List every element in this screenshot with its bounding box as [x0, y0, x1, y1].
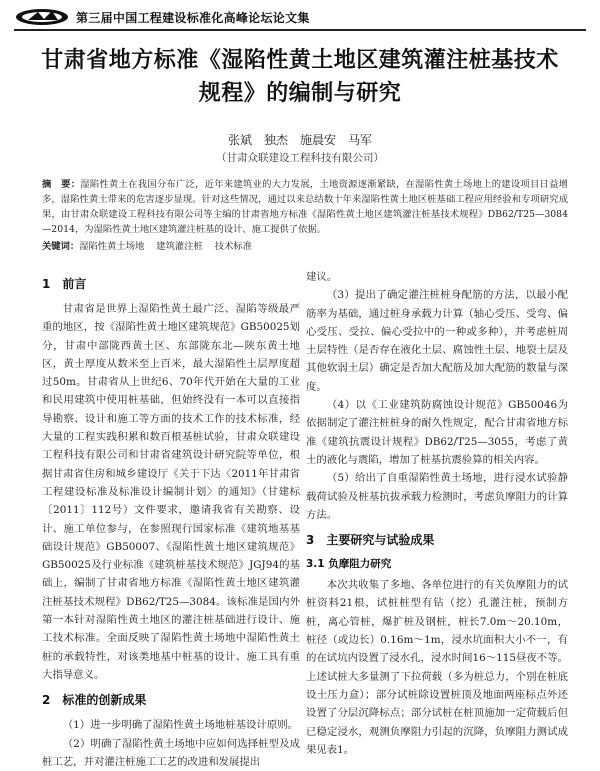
keywords [42, 240, 568, 254]
keyword-item: 湿陷性黄土场地 [79, 241, 145, 252]
section-2-item-3: （3）提出了确定灌注桩桩身配筋的方法，以最小配筋率为基础，通过桩身承载力计算（轴心受压、受弯、偏心受压、受拉、偏心受拉中的一种或多种），并考虑桩周土层特性（是否存在液化土层、腐蚀性土层、地裂土层及其他软弱土层）确定是否加大配筋及加大配筋的数量与深度。 [306, 289, 568, 393]
keyword-item: 技术标准 [214, 241, 252, 252]
abstract-label: 摘 要： [42, 179, 81, 190]
section-2-item-5: （5）给出了自重湿陷性黄土场地，进行浸水试验静载荷试验及桩基抗拔承载力检测时，考虑负摩阻力的计算方法。 [306, 472, 568, 521]
abstract-text: 湿陷性黄土在我国分布广泛，近年来建筑业的大力发展，土地资源逐渐紧缺，在湿陷性黄土场地上的建设项目日益增多，湿陷性黄土带来的危害逐步显现。针对这些情况，通过以来总结数十年来湿陷性黄土地区桩基础工程应用经验和专项研究成果，由甘肃众联建设工程科技有限公司等主编的甘肃省地方标准《湿陷性黄土地区建筑灌注桩基技术规程》DB62/T25—3084—2014，为湿陷性黄土地区建筑灌注桩基的设计、施工提供了依据。 [42, 179, 568, 235]
section-1-heading: 1 前言 [42, 277, 87, 291]
section-2-continuation: 建议。 [306, 271, 338, 283]
keywords-label: 关键词： [42, 241, 80, 252]
left-column [42, 268, 300, 771]
authors: 张斌 独杰 施晨安 马军 [227, 133, 372, 147]
running-header [14, 6, 586, 28]
section-2-item-2: （2）明确了湿陷性黄土场地中应如何选择桩型及成桩工艺，并对灌注桩施工工艺的改进和发展提出 [42, 737, 300, 768]
section-2-item-1: （1）进一步明确了湿陷性黄土场地桩基设计原则。 [62, 719, 298, 732]
paper-title: 甘肃省地方标准《湿陷性黄土地区建筑灌注桩基技术规程》的编制与研究 [41, 48, 559, 106]
conference-logo-icon [14, 7, 70, 27]
section-1-paragraph: 甘肃省是世界上湿陷性黄土最广泛、湿陷等级最严重的地区，按《湿陷性黄土地区建筑规范》GB50025划分，甘肃中部陇西黄土区、东部陇东北—陕东黄土地区，黄土厚度从数米至上百米，最大湿陷性土层厚度超过50m。甘肃省从上世纪6、70年代开始在大量的工业和民用建筑中使用桩基础，但始终没有一本可以直接指导勘察、设计和施工等方面的技术工作的技术标准，经大量的工程实践积累和数百根基桩试验，甘肃众联建设工程科技有限公司和甘肃省建筑设计研究院等单位，根据甘肃省住房和城乡建设厅《关于下达〈2011年甘肃省工程建设标准及标准设计编制计划〉的通知》（甘建标〔2011〕112号）文件要求，邀请我省有关勘察、设计、施工单位参与，在参照现行国家标准《建筑地基基础设计规范》GB50007、《湿陷性黄土地区建筑规范》GB50025及行业标准《建筑桩基技术规范》JGJ94的基础上，编制了甘肃省地方标准《湿陷性黄土地区建筑灌注桩基技术规程》DB62/T25—3084。该标准是国内外第一本针对湿陷性黄土地区的灌注桩基础进行设计、施工技术标准。全面反映了湿陷性黄土场地中湿陷性黄土桩的承载特性，对该类地基中桩基的设计、施工具有重大指导意义。 [42, 303, 300, 681]
right-column [306, 268, 568, 759]
section-3-heading: 3 主要研究与试验成果 [306, 533, 435, 548]
abstract [42, 177, 568, 237]
section-3-1-paragraph: 本次共收集了多地、各单位进行的有关负摩阻力的试桩资料21根，试桩桩型有钻（挖）孔灌注桩，预制方桩，离心管桩，爆扩桩及钢桩，桩长7.0m～20.10m，桩径（或边长）0.16m～1m，浸水坑面积大小不一，有的在试坑内设置了浸水孔，浸水时间16～115昼夜不等。上述试桩大多量测了下拉荷载（多为桩总力，个别在桩底设土压力盒）；部分试桩除设置桩顶及地面两座标点外还设置了分层沉降标点；部分试桩在桩顶施加一定荷载后但已稳定浸水，观测负摩阻力引起的沉降，负摩阻力测试成果见表1。 [306, 579, 568, 756]
affiliation: （甘肃众联建设工程科技有限公司） [216, 152, 384, 164]
section-2-heading: 2 标准的创新成果 [42, 693, 147, 708]
series-title: 第三届中国工程建设标准化高峰论坛论文集 [76, 10, 310, 25]
section-3-1-heading: 3.1 负摩阻力研究 [306, 558, 392, 571]
keyword-item: 建筑灌注桩 [156, 241, 203, 252]
section-2-item-4: （4）以《工业建筑防腐蚀设计规范》GB50046为依据制定了灌注桩桩身的耐久性规定，配合甘肃省地方标准《建筑抗震设计规程》DB62/T25—3055，考虑了黄土的液化与震陷，增加了桩基抗震验算的相关内容。 [306, 399, 568, 466]
header-rule [14, 29, 586, 31]
